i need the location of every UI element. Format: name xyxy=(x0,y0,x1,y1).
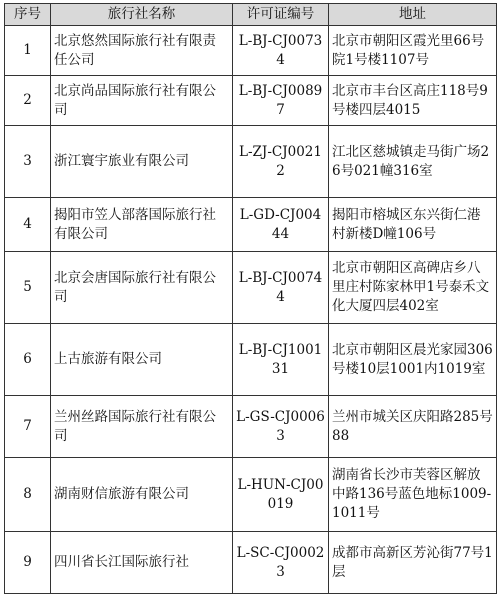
cell-no: 9 xyxy=(5,532,51,594)
cell-no: 1 xyxy=(5,26,51,76)
cell-name: 揭阳市笠人部落国际旅行社有限公司 xyxy=(51,198,233,252)
table-row xyxy=(5,26,497,76)
cell-name: 浙江寰宇旅业有限公司 xyxy=(51,126,233,198)
cell-address: 北京市朝阳区晨光家园306号楼10层1001内1019室 xyxy=(329,324,497,396)
header-address: 地址 xyxy=(329,4,497,26)
cell-license: L-HUN-CJ00019 xyxy=(233,458,329,532)
cell-name: 北京悠然国际旅行社有限责任公司 xyxy=(51,26,233,76)
table-row xyxy=(5,532,497,594)
header-license: 许可证编号 xyxy=(233,4,329,26)
cell-license: L-ZJ-CJ00212 xyxy=(233,126,329,198)
table-row xyxy=(5,396,497,458)
cell-no: 6 xyxy=(5,324,51,396)
cell-name: 湖南财信旅游有限公司 xyxy=(51,458,233,532)
cell-address: 揭阳市榕城区东兴街仁港村新楼D幢106号 xyxy=(329,198,497,252)
table-row xyxy=(5,126,497,198)
cell-license: L-BJ-CJ00734 xyxy=(233,26,329,76)
cell-no: 7 xyxy=(5,396,51,458)
cell-license: L-GD-CJ00444 xyxy=(233,198,329,252)
table-row xyxy=(5,198,497,252)
table-row xyxy=(5,458,497,532)
cell-name: 北京尚品国际旅行社有限公司 xyxy=(51,76,233,126)
header-name: 旅行社名称 xyxy=(51,4,233,26)
cell-address: 北京市丰台区高庄118号9号楼四层4015 xyxy=(329,76,497,126)
cell-no: 3 xyxy=(5,126,51,198)
header-no: 序号 xyxy=(5,4,51,26)
cell-no: 5 xyxy=(5,252,51,324)
cell-license: L-BJ-CJ00744 xyxy=(233,252,329,324)
cell-name: 兰州丝路国际旅行社有限公司 xyxy=(51,396,233,458)
cell-license: L-BJ-CJ100131 xyxy=(233,324,329,396)
cell-name: 上古旅游有限公司 xyxy=(51,324,233,396)
table-row xyxy=(5,324,497,396)
cell-license: L-SC-CJ00023 xyxy=(233,532,329,594)
cell-no: 4 xyxy=(5,198,51,252)
cell-no: 2 xyxy=(5,76,51,126)
cell-address: 北京市朝阳区霞光里66号院1号楼1107号 xyxy=(329,26,497,76)
cell-license: L-GS-CJ00063 xyxy=(233,396,329,458)
cell-address: 北京市朝阳区高碑店乡八里庄村陈家林甲1号泰禾文化大厦四层402室 xyxy=(329,252,497,324)
cell-address: 兰州市城关区庆阳路285号88 xyxy=(329,396,497,458)
cell-address: 成都市高新区芳沁街77号1层 xyxy=(329,532,497,594)
cell-address: 湖南省长沙市芙蓉区解放中路136号蓝色地标1009-1011号 xyxy=(329,458,497,532)
table-row xyxy=(5,252,497,324)
cell-name: 北京会唐国际旅行社有限公司 xyxy=(51,252,233,324)
table-header-row xyxy=(5,4,497,26)
cell-no: 8 xyxy=(5,458,51,532)
table-row xyxy=(5,76,497,126)
travel-agency-table xyxy=(4,3,497,594)
cell-address: 江北区慈城镇走马街广场26号021幢316室 xyxy=(329,126,497,198)
cell-name: 四川省长江国际旅行社 xyxy=(51,532,233,594)
cell-license: L-BJ-CJ00897 xyxy=(233,76,329,126)
